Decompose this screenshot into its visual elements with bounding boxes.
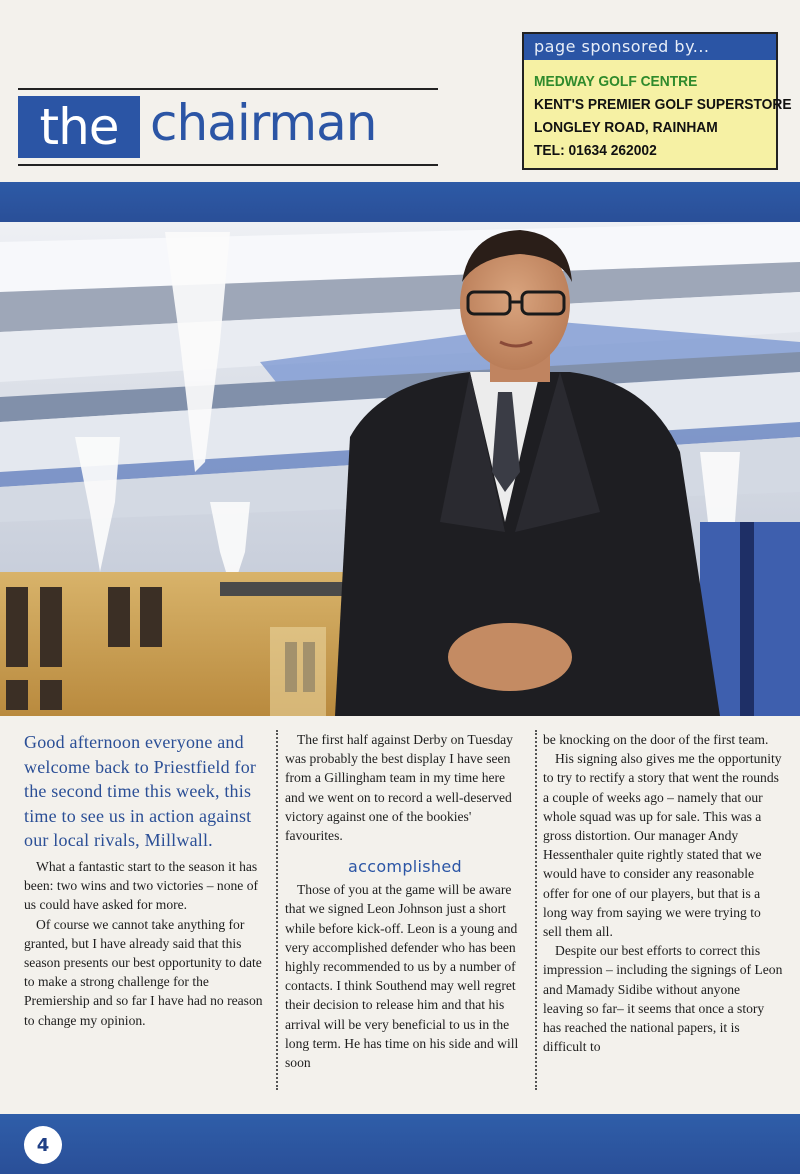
sponsor-address: LONGLEY ROAD, RAINHAM bbox=[534, 119, 718, 136]
chairman-photo bbox=[0, 222, 800, 716]
article-subheading: accomplished bbox=[348, 857, 462, 877]
article-column-3 bbox=[543, 730, 783, 1056]
sponsor-details bbox=[524, 60, 792, 162]
header-rule-bottom bbox=[18, 164, 438, 166]
article-paragraph: Those of you at the game will be aware that we signed Leon Johnson just a short while before kick-off. Leon is a young and very accomplished defender who has been highly recommended to us by a number of contacts. I think Southend may well regret their decision to release him and that his arrival will be very beneficial to us in the long term. He has time on his side and will soon bbox=[285, 882, 519, 1071]
article-paragraph: Despite our best efforts to correct this impression – including the signings of Leon and Mamady Sidibe without anyone leaving so far– it seems that once a story has reached the national papers, it is difficult to bbox=[543, 943, 783, 1055]
sponsor-box bbox=[522, 32, 792, 170]
blue-band-bottom bbox=[0, 1114, 800, 1174]
article-paragraph: The first half against Derby on Tuesday was probably the best display I have seen from a Gillingham team in my time here and we went on to record a well-deserved victory against one of the bookies' favourites. bbox=[285, 732, 513, 844]
sponsor-phone: TEL: 01634 262002 bbox=[534, 142, 657, 159]
blue-band-top bbox=[0, 182, 800, 222]
title-chairman: chairman bbox=[150, 94, 377, 152]
sponsor-heading: page sponsored by... bbox=[524, 34, 776, 60]
column-separator-2 bbox=[535, 730, 537, 1090]
article-paragraph: His signing also gives me the opportunity to try to rectify a story that went the rounds a couple of weeks ago – namely that our whole squad was up for sale. This was a gross distortion. Our manager Andy Hessenthaler quite rightly stated that we would have to consider any reasonable offer for one of our players, but that is a long way from saying we were trying to sell them all. bbox=[543, 751, 782, 940]
title-the-box bbox=[18, 96, 140, 158]
sponsor-tagline: KENT'S PREMIER GOLF SUPERSTORE bbox=[534, 96, 792, 113]
page-number: 4 bbox=[24, 1126, 62, 1164]
header-rule-top bbox=[18, 88, 438, 90]
article-paragraph: Of course we cannot take anything for granted, but I have already said that this season presents our best opportunity to date to make a strong challenge for the Premiership and so far I have had no reason to change my opinion. bbox=[24, 916, 263, 1028]
sponsor-name: MEDWAY GOLF CENTRE bbox=[534, 73, 698, 90]
article-intro: Good afternoon everyone and welcome back to Priestfield for the second time this week, this time to see us in action against our local rivals, Millwall. bbox=[24, 732, 257, 851]
column-separator-1 bbox=[276, 730, 278, 1090]
article-column-2 bbox=[285, 730, 525, 1072]
article-paragraph: What a fantastic start to the season it has been: two wins and two victories – none of us could have asked for more. bbox=[24, 858, 259, 913]
article-column-1 bbox=[24, 730, 269, 1030]
chairman-photo-illustration bbox=[0, 222, 800, 716]
title-the: the bbox=[39, 98, 119, 156]
article-paragraph-continued: be knocking on the door of the first team. bbox=[543, 732, 769, 747]
